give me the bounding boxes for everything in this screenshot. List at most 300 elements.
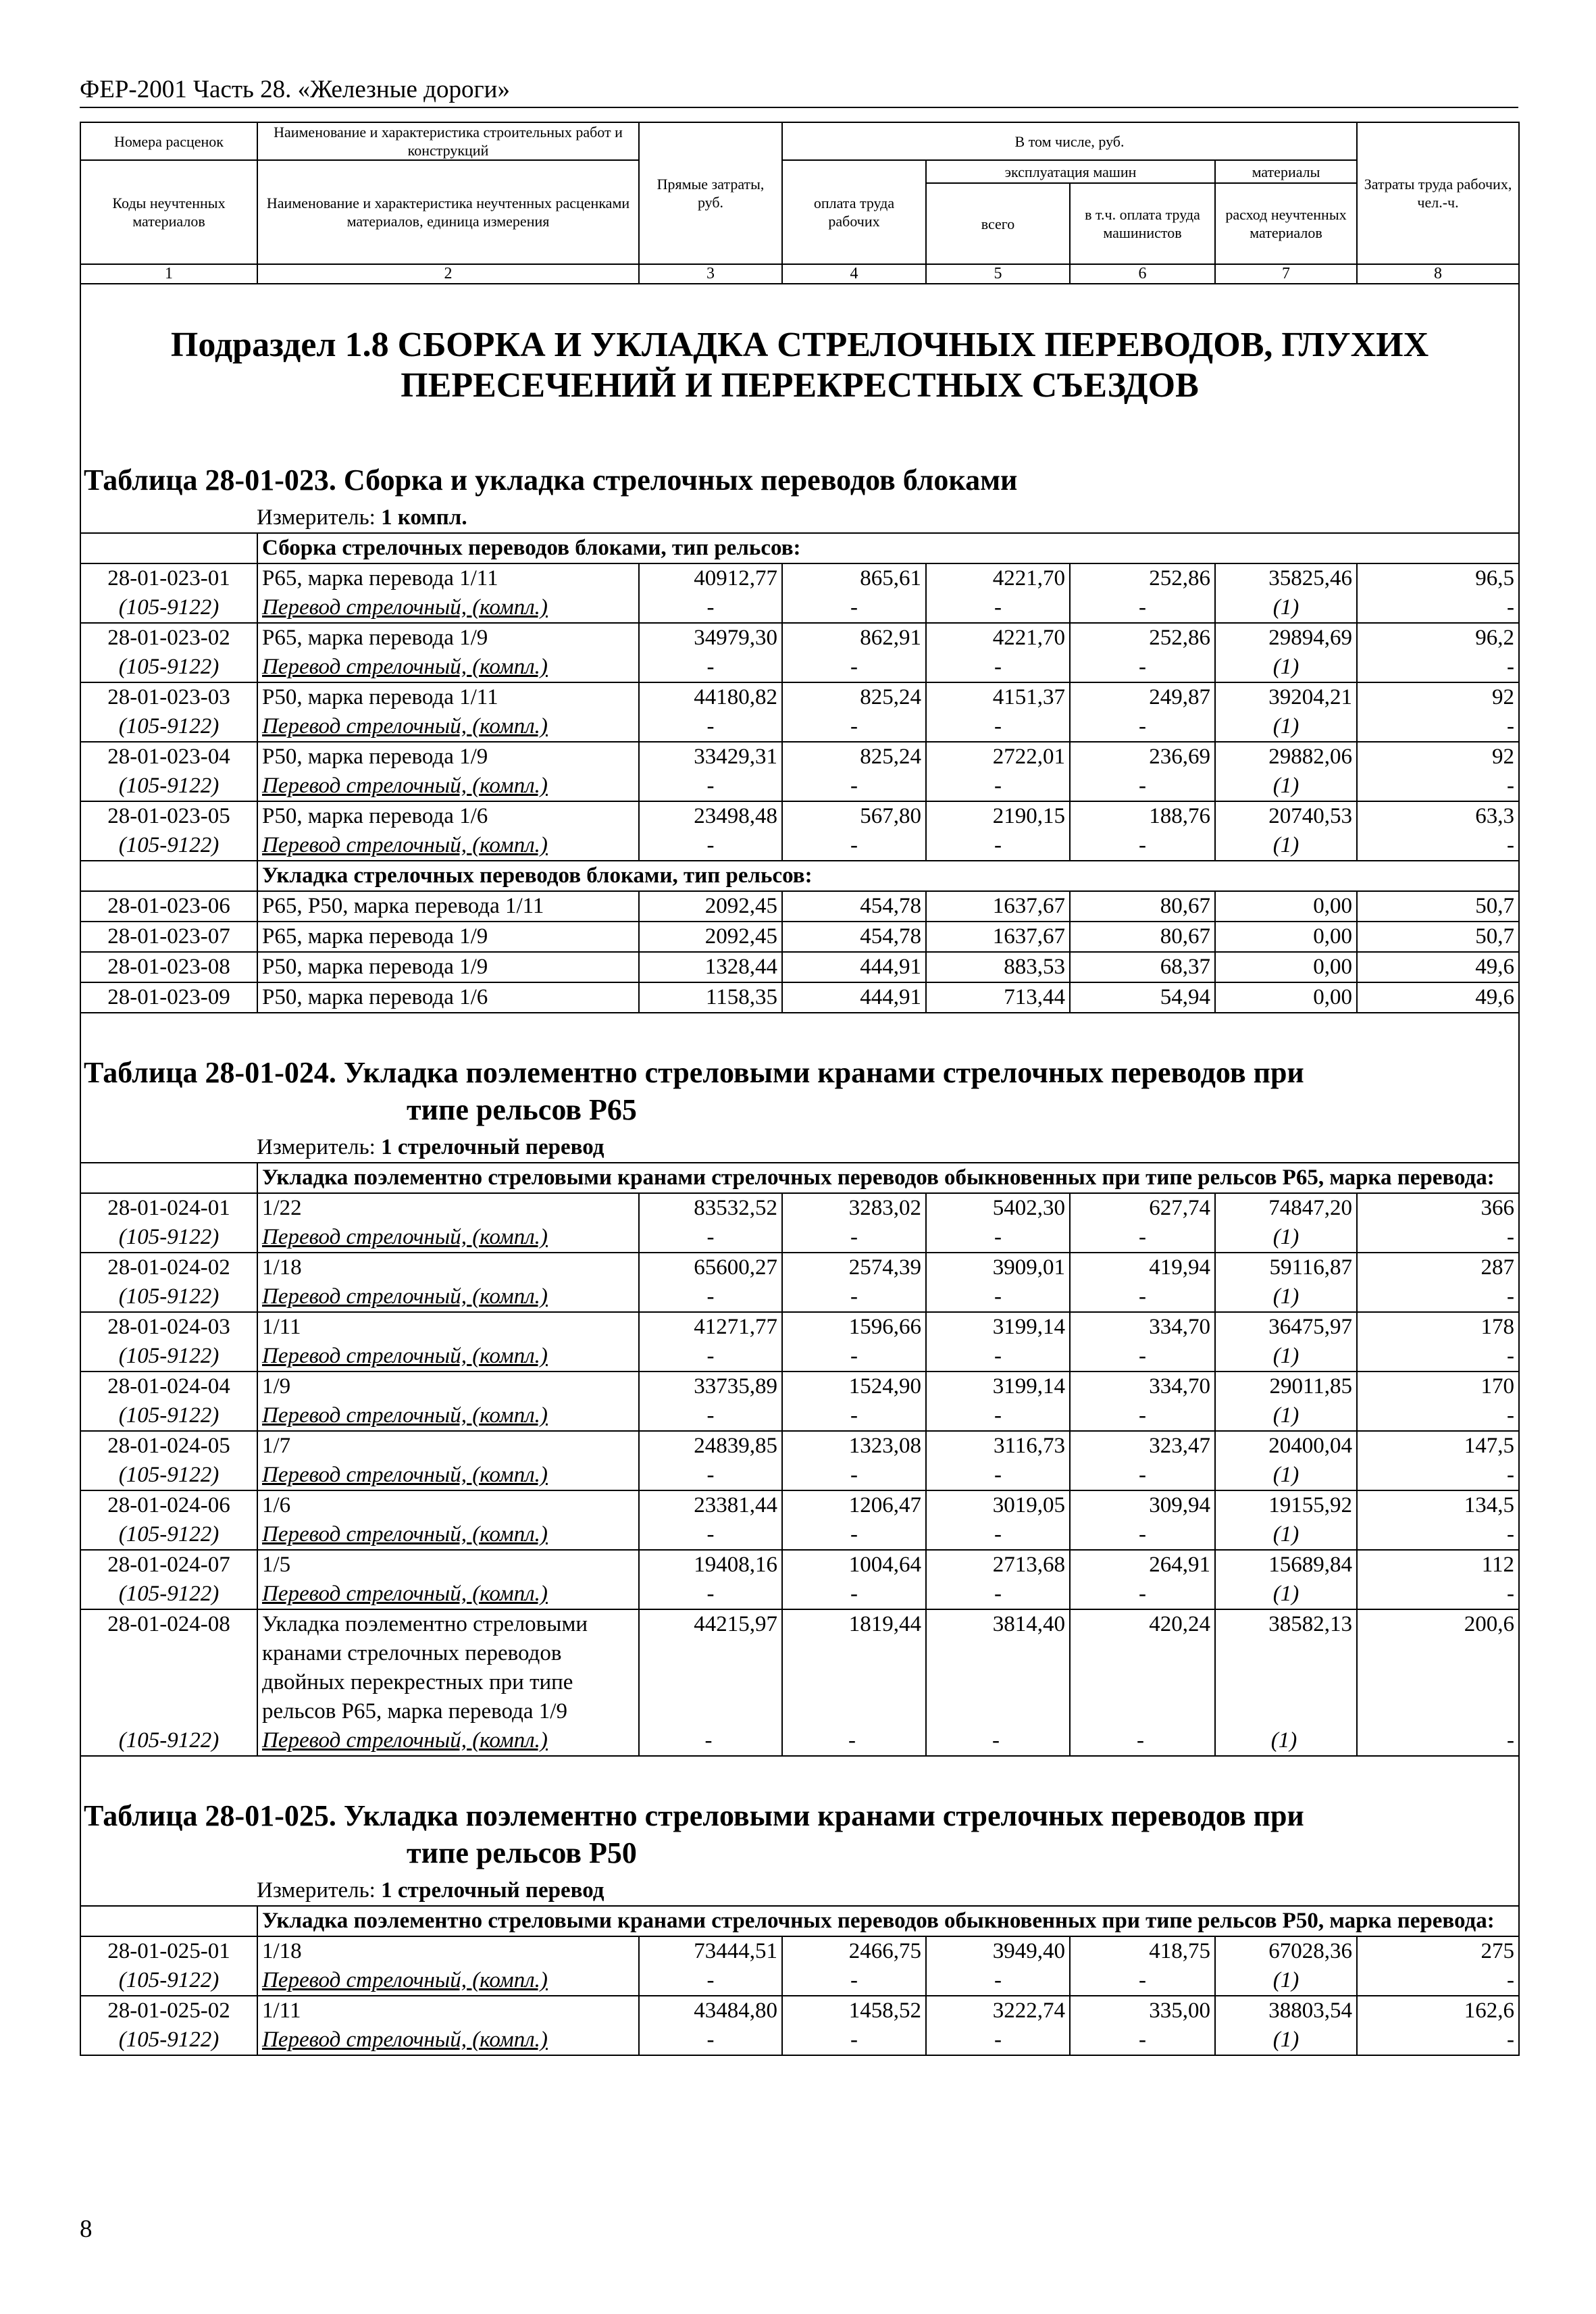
rate-name: Р50, марка перевода 1/6 <box>257 801 639 831</box>
material-dash: - <box>1357 2026 1519 2055</box>
material-dash: - <box>782 1223 926 1253</box>
material-row <box>80 653 1519 682</box>
rate-code: 28-01-024-03 <box>80 1312 257 1342</box>
rate-code: 28-01-024-05 <box>80 1431 257 1461</box>
rate-name: 1/18 <box>257 1253 639 1282</box>
rate-name: Р65, марка перевода 1/11 <box>257 563 639 593</box>
rate-value-c8: 178 <box>1357 1312 1519 1342</box>
material-name: Перевод стрелочный, (компл.) <box>257 712 639 742</box>
material-name: Перевод стрелочный, (компл.) <box>257 1580 639 1609</box>
material-name: Перевод стрелочный, (компл.) <box>257 772 639 801</box>
rate-name: Укладка поэлементно стреловыми кранами стрелочных переводов двойных перекрестных при типе рельсов Р65, марка перевода 1/9 <box>262 1612 588 1724</box>
rate-value-c3: 33429,31 <box>639 742 782 772</box>
including-header: В том числе, руб. <box>782 122 1357 160</box>
material-name: Перевод стрелочный, (компл.) <box>257 1966 639 1996</box>
material-dash: - <box>639 831 782 861</box>
rate-value-cell <box>782 1609 926 1756</box>
rate-value-c8: 96,5 <box>1357 563 1519 593</box>
material-dash: - <box>639 712 782 742</box>
rate-value-c7: 0,00 <box>1215 952 1357 982</box>
rate-value-c6: 249,87 <box>1070 682 1215 712</box>
material-unit-count: (1) <box>1215 1401 1357 1431</box>
material-dash: - <box>782 653 926 682</box>
material-dash: - <box>639 1282 782 1312</box>
table-23-title <box>81 447 1518 504</box>
rate-value-c7: 29011,85 <box>1215 1372 1357 1401</box>
material-dash: - <box>1070 593 1215 623</box>
material-unit-count: (1) <box>1215 1223 1357 1253</box>
col-material-name-header: Наименование и характеристика неучтенных расценками материалов, единица измерения <box>257 160 639 264</box>
col-wages-header: оплата труда рабочих <box>782 160 926 264</box>
material-unit-count: (1) <box>1215 831 1357 861</box>
group-heading-row <box>80 861 1519 891</box>
rate-value-c3: 43484,80 <box>639 1996 782 2026</box>
material-dash: - <box>639 1223 782 1253</box>
rate-value-c8: 92 <box>1357 682 1519 712</box>
col-material-code-header: Коды неучтенных материалов <box>80 160 257 264</box>
rate-row <box>80 1312 1519 1342</box>
rate-value-c6: 80,67 <box>1070 922 1215 952</box>
material-dash: - <box>1357 1580 1519 1609</box>
material-unit-count: (1) <box>1215 1580 1357 1609</box>
material-dash: - <box>848 1728 856 1753</box>
table-23-heading-row <box>80 447 1519 533</box>
rate-value-c8: 287 <box>1357 1253 1519 1282</box>
rate-value-c4: 825,24 <box>782 682 926 712</box>
rate-value-c6: 335,00 <box>1070 1996 1215 2026</box>
material-dash: - <box>1070 1282 1215 1312</box>
rate-value-c5: 4221,70 <box>926 623 1070 653</box>
material-name: Перевод стрелочный, (компл.) <box>257 831 639 861</box>
rate-row <box>80 801 1519 831</box>
meter-value: 1 стрелочный перевод <box>381 1878 604 1903</box>
material-dash: - <box>1357 593 1519 623</box>
rate-value-c6: 334,70 <box>1070 1372 1215 1401</box>
material-dash: - <box>639 1966 782 1996</box>
material-code: (105-9122) <box>80 1282 257 1312</box>
rate-value-c8: 366 <box>1357 1193 1519 1223</box>
material-dash: - <box>782 593 926 623</box>
rate-name: 1/9 <box>257 1372 639 1401</box>
rate-value-c5: 3019,05 <box>926 1490 1070 1520</box>
material-dash: - <box>926 1282 1070 1312</box>
rate-row <box>80 1996 1519 2026</box>
rate-code: 28-01-023-03 <box>80 682 257 712</box>
rate-value-c8: 49,6 <box>1357 952 1519 982</box>
material-dash: - <box>1357 1282 1519 1312</box>
rate-value-c5: 3949,40 <box>926 1936 1070 1966</box>
column-number: 4 <box>782 264 926 284</box>
rate-code: 28-01-024-07 <box>80 1550 257 1580</box>
rate-code: 28-01-023-08 <box>80 952 257 982</box>
rate-row <box>80 682 1519 712</box>
material-name: Перевод стрелочный, (компл.) <box>257 2026 639 2055</box>
table-24-heading <box>81 1013 1518 1162</box>
group-heading-row <box>80 1906 1519 1936</box>
subsection-title-row-cell <box>80 284 1519 447</box>
rate-value-c5: 4221,70 <box>926 563 1070 593</box>
col-direct-costs-header: Прямые затраты, руб. <box>639 122 782 264</box>
rate-value-c4: 454,78 <box>782 922 926 952</box>
rate-code: 28-01-024-02 <box>80 1253 257 1282</box>
table-24-heading-row-cell <box>80 1013 1519 1163</box>
group-heading-row <box>80 533 1519 563</box>
rate-value-c6: 627,74 <box>1070 1193 1215 1223</box>
rate-value-c8: 63,3 <box>1357 801 1519 831</box>
group-heading: Сборка стрелочных переводов блоками, тип рельсов: <box>257 533 1519 563</box>
rate-value-c7: 19155,92 <box>1215 1490 1357 1520</box>
rate-value-c6: 252,86 <box>1070 563 1215 593</box>
material-row <box>80 1580 1519 1609</box>
table-23-title-line1: Таблица 28-01-023. Сборка и укладка стрелочных переводов блоками <box>84 463 1018 497</box>
rate-value-c4: 1323,08 <box>782 1431 926 1461</box>
material-dash: - <box>639 653 782 682</box>
meter-label: Измеритель: <box>257 1878 382 1903</box>
machines-header: эксплуатация машин <box>926 160 1215 183</box>
rate-value-c5: 3222,74 <box>926 1996 1070 2026</box>
rate-code: 28-01-024-01 <box>80 1193 257 1223</box>
rate-value-c3: 41271,77 <box>639 1312 782 1342</box>
material-unit-count: (1) <box>1215 1282 1357 1312</box>
material-name: Перевод стрелочный, (компл.) <box>257 653 639 682</box>
rate-value-c4: 2574,39 <box>782 1253 926 1282</box>
rate-value-c3: 23381,44 <box>639 1490 782 1520</box>
rate-value-c8: 92 <box>1357 742 1519 772</box>
material-dash: - <box>639 772 782 801</box>
column-number: 5 <box>926 264 1070 284</box>
rate-value-c4: 454,78 <box>782 891 926 922</box>
rate-value-c3: 33735,89 <box>639 1372 782 1401</box>
material-dash: - <box>1357 1223 1519 1253</box>
material-dash: - <box>1070 1580 1215 1609</box>
rate-value-c7: 36475,97 <box>1215 1312 1357 1342</box>
material-dash: - <box>1070 772 1215 801</box>
rate-value-c4: 862,91 <box>782 623 926 653</box>
rate-value-c4: 825,24 <box>782 742 926 772</box>
table-23-heading <box>81 447 1518 532</box>
rate-value-c5: 4151,37 <box>926 682 1070 712</box>
rate-value-c3: 65600,27 <box>639 1253 782 1282</box>
rate-value-c8: 49,6 <box>1357 982 1519 1013</box>
group-heading-spacer <box>80 861 257 891</box>
rate-value-c6: 80,67 <box>1070 891 1215 922</box>
rate-value-c4: 1819,44 <box>848 1612 921 1636</box>
group-heading: Укладка стрелочных переводов блоками, тип рельсов: <box>257 861 1519 891</box>
rate-value-c3: 44180,82 <box>639 682 782 712</box>
material-code: (105-9122) <box>80 1580 257 1609</box>
rate-name: Р50, марка перевода 1/6 <box>257 982 639 1013</box>
rate-code: 28-01-023-02 <box>80 623 257 653</box>
material-row <box>80 1461 1519 1490</box>
group-heading-spacer <box>80 1906 257 1936</box>
material-dash: - <box>639 1401 782 1431</box>
material-unit-count: (1) <box>1215 653 1357 682</box>
rate-value-c8: 147,5 <box>1357 1431 1519 1461</box>
group-heading-spacer <box>80 533 257 563</box>
rate-value-c7: 29882,06 <box>1215 742 1357 772</box>
rate-code: 28-01-023-05 <box>80 801 257 831</box>
material-name: Перевод стрелочный, (компл.) <box>257 1461 639 1490</box>
meter-value: 1 стрелочный перевод <box>381 1135 604 1159</box>
material-dash: - <box>1137 1728 1144 1753</box>
material-dash: - <box>639 1520 782 1550</box>
column-number: 1 <box>80 264 257 284</box>
rate-name: Р50, марка перевода 1/11 <box>257 682 639 712</box>
material-dash: - <box>1507 1728 1515 1753</box>
material-row <box>80 712 1519 742</box>
material-dash: - <box>926 1461 1070 1490</box>
rate-value-c3: 34979,30 <box>639 623 782 653</box>
material-dash: - <box>926 1966 1070 1996</box>
rate-name: Р65, марка перевода 1/9 <box>257 922 639 952</box>
material-dash: - <box>1070 1520 1215 1550</box>
material-code: (105-9122) <box>80 712 257 742</box>
rate-code: 28-01-023-06 <box>80 891 257 922</box>
table-23-meter <box>81 504 1518 532</box>
rate-value-c7: 74847,20 <box>1215 1193 1357 1223</box>
rate-value-c3: 73444,51 <box>639 1936 782 1966</box>
col-rate-number-header: Номера расценок <box>80 122 257 160</box>
material-code: (105-9122) <box>80 831 257 861</box>
material-dash: - <box>926 1580 1070 1609</box>
rate-value-c5: 3116,73 <box>926 1431 1070 1461</box>
rate-row <box>80 1936 1519 1966</box>
material-dash: - <box>1070 712 1215 742</box>
rate-value-c6: 420,24 <box>1149 1612 1210 1636</box>
table-25-title <box>81 1782 1518 1877</box>
material-dash: - <box>1070 2026 1215 2055</box>
rate-value-c5: 3909,01 <box>926 1253 1070 1282</box>
document-page <box>80 73 1518 2056</box>
material-dash: - <box>639 1342 782 1372</box>
rate-code: 28-01-024-08 <box>107 1612 230 1636</box>
material-dash: - <box>1070 1966 1215 1996</box>
table-25-heading <box>81 1757 1518 1905</box>
material-dash: - <box>1070 1223 1215 1253</box>
rate-value-c7: 0,00 <box>1215 982 1357 1013</box>
material-dash: - <box>782 772 926 801</box>
rate-row <box>80 982 1519 1013</box>
material-unit-count: (1) <box>1270 1728 1297 1753</box>
rate-value-c8: 170 <box>1357 1372 1519 1401</box>
material-dash: - <box>926 772 1070 801</box>
rate-row <box>80 952 1519 982</box>
rate-value-c5: 1637,67 <box>926 922 1070 952</box>
rate-code: 28-01-023-09 <box>80 982 257 1013</box>
material-dash: - <box>926 831 1070 861</box>
material-code: (105-9122) <box>80 1461 257 1490</box>
meter-value: 1 компл. <box>381 505 467 530</box>
rate-value-c4: 567,80 <box>782 801 926 831</box>
material-dash: - <box>926 1520 1070 1550</box>
material-code: (105-9122) <box>80 1520 257 1550</box>
material-unit-count: (1) <box>1215 1966 1357 1996</box>
rate-value-c7: 39204,21 <box>1215 682 1357 712</box>
rate-value-c5: 3199,14 <box>926 1372 1070 1401</box>
column-number: 8 <box>1357 264 1519 284</box>
rate-value-c7: 20400,04 <box>1215 1431 1357 1461</box>
rate-value-c3: 1158,35 <box>639 982 782 1013</box>
rate-value-c4: 1004,64 <box>782 1550 926 1580</box>
table-24-title-line2: типе рельсов Р65 <box>407 1093 637 1126</box>
table-24-title-line1: Таблица 28-01-024. Укладка поэлементно стреловыми кранами стрелочных переводов при <box>84 1056 1304 1089</box>
rate-value-c6: 54,94 <box>1070 982 1215 1013</box>
rate-value-c8: 200,6 <box>1464 1612 1515 1636</box>
rate-row <box>80 1193 1519 1223</box>
rate-value-c5: 2713,68 <box>926 1550 1070 1580</box>
rate-value-c4: 1596,66 <box>782 1312 926 1342</box>
rate-value-c3: 19408,16 <box>639 1550 782 1580</box>
material-row <box>80 2026 1519 2055</box>
rate-value-cell <box>1070 1609 1215 1756</box>
rate-name: 1/6 <box>257 1490 639 1520</box>
material-dash: - <box>926 712 1070 742</box>
group-heading: Укладка поэлементно стреловыми кранами стрелочных переводов обыкновенных при типе рельсов Р65, марка перевода: <box>257 1163 1519 1193</box>
material-name: Перевод стрелочный, (компл.) <box>257 1223 639 1253</box>
rate-value-c4: 865,61 <box>782 563 926 593</box>
material-row <box>80 1342 1519 1372</box>
rate-name: 1/22 <box>257 1193 639 1223</box>
material-dash: - <box>782 1342 926 1372</box>
material-dash: - <box>1070 831 1215 861</box>
col-labor-header: Затраты труда рабочих, чел.-ч. <box>1357 122 1519 264</box>
material-dash: - <box>782 2026 926 2055</box>
material-dash: - <box>782 1282 926 1312</box>
rate-value-c3: 2092,45 <box>639 922 782 952</box>
rate-value-c6: 334,70 <box>1070 1312 1215 1342</box>
material-dash: - <box>782 1520 926 1550</box>
rate-name: Р65, марка перевода 1/9 <box>257 623 639 653</box>
material-dash: - <box>1357 1461 1519 1490</box>
rate-name: Р50, марка перевода 1/9 <box>257 952 639 982</box>
rate-value-c5: 2722,01 <box>926 742 1070 772</box>
material-name: Перевод стрелочный, (компл.) <box>257 593 639 623</box>
rate-value-cell <box>639 1609 782 1756</box>
material-dash: - <box>1357 712 1519 742</box>
rate-value-c5: 2190,15 <box>926 801 1070 831</box>
rates-table <box>80 122 1520 2056</box>
rate-code: 28-01-024-04 <box>80 1372 257 1401</box>
rate-value-c3: 44215,97 <box>694 1612 777 1636</box>
table-25-heading-row <box>80 1756 1519 1906</box>
rate-value-cell <box>1215 1609 1357 1756</box>
rate-value-c4: 3283,02 <box>782 1193 926 1223</box>
material-code: (105-9122) <box>80 772 257 801</box>
material-code: (105-9122) <box>80 2026 257 2055</box>
table-25-title-line2: типе рельсов Р50 <box>407 1836 637 1869</box>
material-dash: - <box>926 2026 1070 2055</box>
material-row <box>80 1401 1519 1431</box>
rate-value-c4: 444,91 <box>782 982 926 1013</box>
material-dash: - <box>782 831 926 861</box>
rate-value-c8: 96,2 <box>1357 623 1519 653</box>
rate-value-c6: 418,75 <box>1070 1936 1215 1966</box>
rate-value-c5: 5402,30 <box>926 1193 1070 1223</box>
rate-value-c6: 419,94 <box>1070 1253 1215 1282</box>
material-dash: - <box>639 1580 782 1609</box>
material-dash: - <box>1357 831 1519 861</box>
rate-value-c8: 112 <box>1357 1550 1519 1580</box>
rate-name-cell <box>257 1609 639 1756</box>
rate-row <box>80 1253 1519 1282</box>
rate-row <box>80 1490 1519 1520</box>
rate-value-c3: 24839,85 <box>639 1431 782 1461</box>
material-row <box>80 772 1519 801</box>
meter-label: Измеритель: <box>257 1135 382 1159</box>
material-dash: - <box>782 1401 926 1431</box>
rate-name: Р50, марка перевода 1/9 <box>257 742 639 772</box>
rate-row <box>80 742 1519 772</box>
material-dash: - <box>1070 1461 1215 1490</box>
rate-value-c5: 3814,40 <box>992 1612 1065 1636</box>
column-number: 3 <box>639 264 782 284</box>
material-dash: - <box>639 1461 782 1490</box>
material-code: (105-9122) <box>80 1223 257 1253</box>
material-dash: - <box>992 1728 1000 1753</box>
material-code: (105-9122) <box>80 1401 257 1431</box>
rate-row <box>80 922 1519 952</box>
rate-value-c4: 1206,47 <box>782 1490 926 1520</box>
table-25-title-line1: Таблица 28-01-025. Укладка поэлементно стреловыми кранами стрелочных переводов при <box>84 1799 1304 1832</box>
rate-value-c5: 1637,67 <box>926 891 1070 922</box>
material-dash: - <box>926 1342 1070 1372</box>
materials-header: материалы <box>1215 160 1357 183</box>
material-dash: - <box>1357 653 1519 682</box>
material-dash: - <box>1070 1401 1215 1431</box>
material-dash: - <box>639 593 782 623</box>
table-25-meter <box>81 1877 1518 1905</box>
material-dash: - <box>926 653 1070 682</box>
rate-name: 1/11 <box>257 1996 639 2026</box>
material-unit-count: (1) <box>1215 593 1357 623</box>
material-dash: - <box>926 1401 1070 1431</box>
group-heading-row <box>80 1163 1519 1193</box>
subsection-title-row <box>80 284 1519 447</box>
rate-row <box>80 891 1519 922</box>
rate-code: 28-01-023-04 <box>80 742 257 772</box>
rate-value-c6: 68,37 <box>1070 952 1215 982</box>
material-name: Перевод стрелочный, (компл.) <box>257 1282 639 1312</box>
material-row <box>80 593 1519 623</box>
rate-name: Р65, Р50, марка перевода 1/11 <box>257 891 639 922</box>
material-dash: - <box>926 593 1070 623</box>
col-operator-wages-header: в т.ч. оплата труда машинистов <box>1070 183 1215 264</box>
rate-value-c4: 1458,52 <box>782 1996 926 2026</box>
material-row <box>80 1966 1519 1996</box>
rate-code-cell <box>80 1609 257 1756</box>
rate-name: 1/11 <box>257 1312 639 1342</box>
material-dash: - <box>1357 772 1519 801</box>
material-dash: - <box>1070 1342 1215 1372</box>
rate-code: 28-01-025-02 <box>80 1996 257 2026</box>
rate-row <box>80 623 1519 653</box>
table-24-meter <box>81 1134 1518 1162</box>
material-row <box>80 1282 1519 1312</box>
rate-row <box>80 1550 1519 1580</box>
rate-value-c8: 162,6 <box>1357 1996 1519 2026</box>
running-head: ФЕР-2001 Часть 28. «Железные дороги» <box>80 73 1518 108</box>
rate-value-c6: 309,94 <box>1070 1490 1215 1520</box>
rate-code: 28-01-025-01 <box>80 1936 257 1966</box>
rate-row <box>80 1609 1519 1756</box>
material-name: Перевод стрелочный, (компл.) <box>257 1520 639 1550</box>
material-dash: - <box>704 1728 713 1753</box>
rate-value-c7: 29894,69 <box>1215 623 1357 653</box>
material-code: (105-9122) <box>80 1966 257 1996</box>
col-materials-header: расход неучтенных материалов <box>1215 183 1357 264</box>
material-dash: - <box>1357 1520 1519 1550</box>
rate-value-c8: 275 <box>1357 1936 1519 1966</box>
